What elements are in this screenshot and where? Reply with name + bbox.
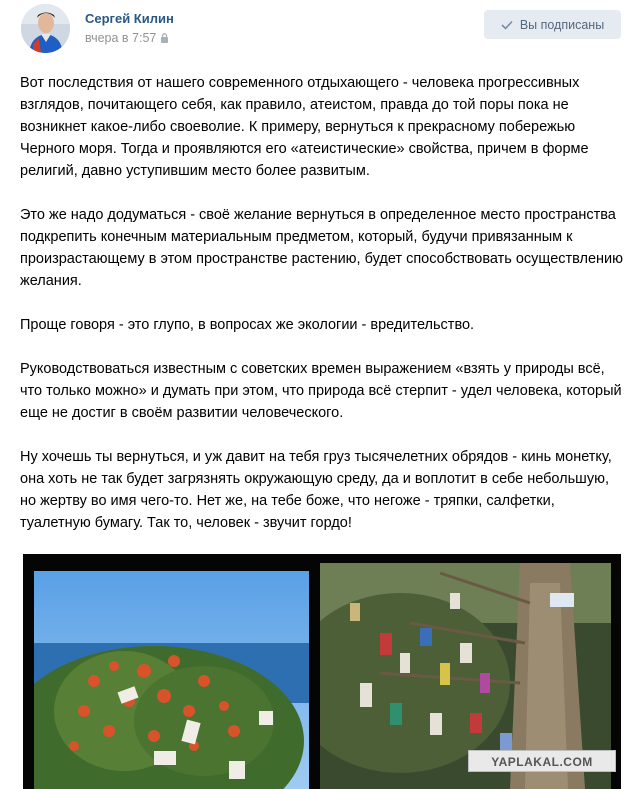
post-time-text[interactable]: вчера в 7:57 <box>85 31 157 45</box>
paragraph: Руководствоваться известным с советских времен выражением «взять у природы всё, что только можно» и думать при этом, что природа всё стерпит - удел человека, который еще не достиг в своём развитии человеческого. <box>20 361 622 421</box>
photo-bush-by-sea[interactable] <box>34 571 309 789</box>
author-name[interactable]: Сергей Килин <box>85 11 174 26</box>
post-header <box>0 0 640 60</box>
post-time[interactable] <box>85 31 169 45</box>
subscribed-label: Вы подписаны <box>519 17 605 32</box>
post-text <box>20 72 626 556</box>
check-icon <box>501 20 513 30</box>
post-photo[interactable] <box>23 554 621 789</box>
paragraph: Ну хочешь ты вернуться, и уж давит на тебя груз тысячелетних обрядов - кинь монетку, она хоть не так будет загрязнять окружающую среду, да и воплотит в себе небольшую, но жертву во имя чего-то. Нет же, на тебе боже, что негоже - тряпки, салфетки, туалетную бумагу. Так то, человек - звучит гордо! <box>20 449 612 531</box>
watermark: YAPLAKAL.COM <box>468 750 616 772</box>
paragraph: Это же надо додуматься - своё желание вернуться в определенное место пространства подкрепить конечным материальным предметом, который, будучи привязанным к произрастающему в этом пространстве растению, будет способствовать осуществлению желания. <box>20 207 624 289</box>
subscribed-button[interactable] <box>484 10 621 39</box>
avatar[interactable] <box>21 4 70 53</box>
paragraph: Проще говоря - это глупо, в вопросах же экологии - вредительство. <box>20 317 475 333</box>
paragraph: Вот последствия от нашего современного отдыхающего - человека прогрессивных взглядов, почитающего себя, как правило, атеистом, правда до той поры пока не возникнет какое-либо своеволие. К примеру, вернуться к прекрасному побережью Черного моря. Тогда и проявляются его «атеистические» свойства, причем в форме религий, давно уступившим место более развитым. <box>20 75 589 179</box>
lock-icon <box>160 33 169 43</box>
